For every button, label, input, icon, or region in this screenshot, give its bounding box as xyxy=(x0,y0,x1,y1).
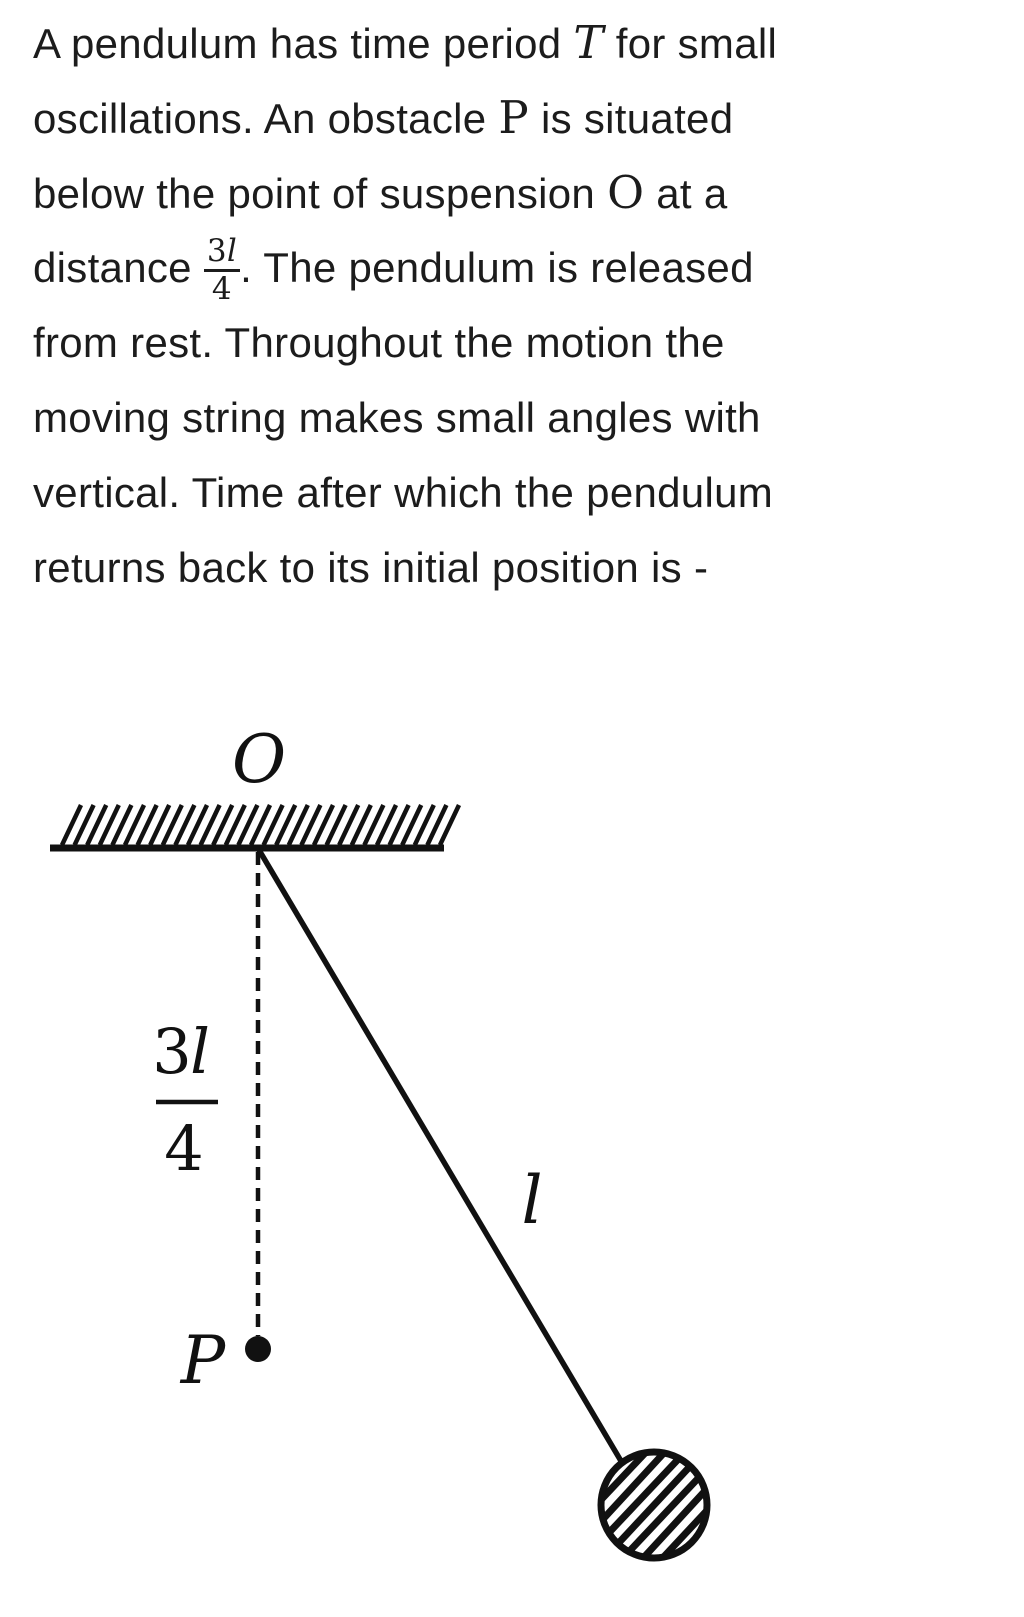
problem-line-7 xyxy=(33,455,993,530)
problem-line-2 xyxy=(33,80,993,155)
problem-line-5 xyxy=(33,305,993,380)
distance-fraction-3l-over-4 xyxy=(152,1015,218,1185)
fraction-denominator: 4 xyxy=(204,269,240,305)
fraction-variable-l: l xyxy=(190,1015,210,1088)
obstacle-dot xyxy=(245,1336,271,1362)
problem-line-3 xyxy=(33,155,993,230)
text-run: returns back to its initial position is - xyxy=(33,544,709,591)
pendulum-diagram xyxy=(0,670,1024,1617)
math-symbol-T: T xyxy=(573,16,604,69)
text-run: is situated xyxy=(528,95,734,142)
suspension-point-label: O xyxy=(231,721,287,798)
text-run: distance xyxy=(33,244,204,291)
ceiling-hatching xyxy=(62,805,459,845)
fraction-variable-l: l xyxy=(226,233,238,270)
problem-line-6 xyxy=(33,380,993,455)
text-run: vertical. Time after which the pendulum xyxy=(33,469,774,516)
problem-statement xyxy=(33,5,993,605)
problem-line-8 xyxy=(33,530,993,605)
math-symbol-P: P xyxy=(498,91,529,144)
string-length-label: l xyxy=(521,1162,543,1239)
fraction-numerator xyxy=(204,233,240,270)
fraction-coefficient: 3 xyxy=(152,1015,192,1088)
inline-fraction-3l-over-4 xyxy=(204,233,240,308)
problem-line-1 xyxy=(33,5,993,80)
text-run: at a xyxy=(644,170,728,217)
obstacle-label: P xyxy=(180,1322,226,1399)
text-run: from rest. Throughout the motion the xyxy=(33,319,725,366)
text-run: for small xyxy=(603,20,778,67)
fraction-coefficient: 3 xyxy=(206,233,227,270)
text-run: A pendulum has time period xyxy=(33,20,574,67)
text-run: below the point of suspension xyxy=(33,170,608,217)
text-run: moving string makes small angles with xyxy=(33,394,761,441)
math-symbol-O: O xyxy=(607,166,645,219)
string-line xyxy=(259,850,621,1461)
problem-line-4 xyxy=(33,230,993,308)
text-run: . The pendulum is released xyxy=(240,244,754,291)
text-run: oscillations. An obstacle xyxy=(33,95,499,142)
bob-hatching xyxy=(572,1423,736,1587)
fraction-denominator: 4 xyxy=(164,1112,204,1185)
